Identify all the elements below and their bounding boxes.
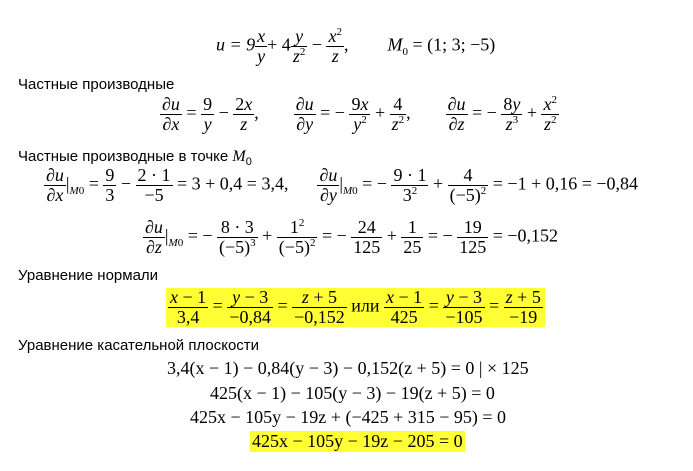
point-sub: 0 xyxy=(245,156,252,168)
point-label: M xyxy=(232,148,246,165)
tangent-line-3: 425x − 105y − 19z + (−425 + 315 − 95) = 0 xyxy=(190,407,507,427)
partial-z-value: $\frac{\partial u}{\partial z}$ $|_{M0}$ = − $\frac{8 \cdot 3}{(-5)^3}$ + $\frac{1^2}{(-5)^2}$ = − $\frac{24}{125}$ + $\frac{1}{25}$ = − $\frac{19}{125}$ = −0,152 xyxy=(145,217,559,257)
heading-tangent: Уравнение касательной плоскости xyxy=(18,337,260,354)
partials-formulas: $\frac{\partial u}{\partial x}$ = $\frac{9}{y}$ − $\frac{2x}{z}$ , $\frac{\partial u}{\partial y}$ = − $\frac{9x}{y^2}$ + $\frac{4}{z^2}$ , $\frac{\partial u}{\partial z}$ = − $\frac{8y}{z^3}$ + $\frac{x^2}{z^2}$ xyxy=(162,94,557,134)
tangent-line-1: 3,4(x − 1) − 0,84(y − 3) − 0,152(z + 5) = 0 | × 125 xyxy=(167,358,529,378)
frac-y-z2: $\frac{y}{z^2}$ xyxy=(292,26,306,66)
frac-x2-z: $\frac{x^2}{z}$ xyxy=(328,26,342,66)
partial-y-result: = −1 + 0,16 = −0,84 xyxy=(492,173,639,194)
frac-x-y: $\frac{x}{y}$ xyxy=(257,26,266,66)
u-prefix: u = 9 xyxy=(216,34,256,55)
partial-x-value: $\frac{\partial u}{\partial x}$ $|_{M0}$ = $\frac{9}{3}$ − $\frac{2 \cdot 1}{-5}$ = 3 + 0,4 = 3,4, $\frac{\partial u}{\partial y}$ $|_{M0}$ = − $\frac{9 \cdot 1}{3^2}$ + $\frac{4}{(-5)^2}$ = −1 + 0,16 = −0,84 xyxy=(46,165,639,205)
tangent-line-2: 425(x − 1) − 105(y − 3) − 19(z + 5) = 0 xyxy=(210,383,495,403)
tangent-final: 425x − 105y − 19z − 205 = 0 xyxy=(252,431,463,451)
partial-z-result: = −0,152 xyxy=(492,225,559,246)
normal-equation: $\frac{x - 1}{3,4}$ = $\frac{y - 3}{-0,84}$ = $\frac{z + 5}{-0,152}$ или $\frac{x - 1}{425}$ = $\frac{y - 3}{-105}$ = $\frac{z + 5}{-19}$ xyxy=(166,288,545,327)
plus4: + 4 xyxy=(267,34,291,55)
function-definition: u = 9 $\frac{x}{y}$ + 4 $\frac{y}{z^2}$ − $\frac{x^2}{z}$ , $M_0 = (1$; 3; −5) xyxy=(216,26,496,66)
heading-text: Частные производные в точке xyxy=(18,148,229,165)
heading-normal: Уравнение нормали xyxy=(18,267,159,284)
heading-partials: Частные производные xyxy=(18,76,175,93)
partial-x-result: = 3 + 0,4 = 3,4, xyxy=(177,173,289,194)
or-word: или xyxy=(351,295,380,316)
